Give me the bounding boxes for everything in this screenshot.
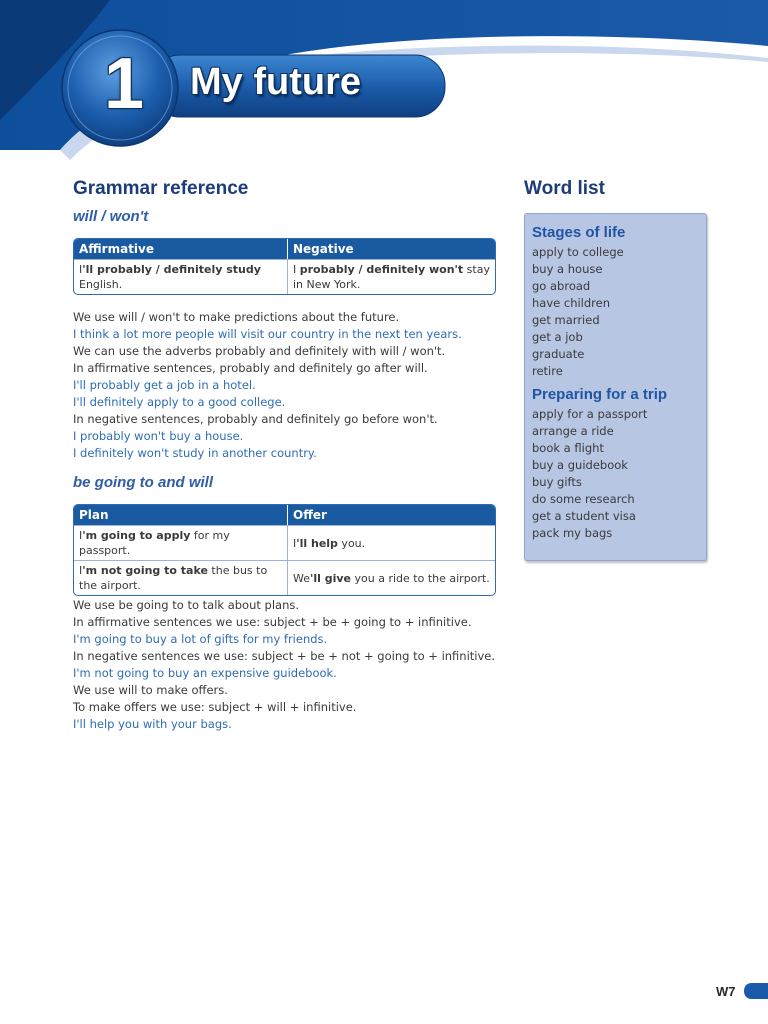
example-line: I probably won't buy a house.	[73, 429, 244, 443]
word-item: apply for a passport	[532, 407, 648, 421]
word-item: apply to college	[532, 245, 624, 259]
bold-phrase: 'm going to apply	[82, 529, 191, 542]
bold-phrase: 'm not going to take	[82, 564, 208, 577]
page-number: W7	[716, 984, 736, 999]
going-to-explanations	[73, 597, 495, 733]
rule-line: In negative sentences, probably and definitely go before won't.	[73, 412, 438, 426]
will-wont-explanations	[73, 309, 462, 462]
example-line: I'll help you with your bags.	[73, 717, 232, 731]
table-header: Plan	[74, 505, 287, 525]
word-item: buy a house	[532, 262, 603, 276]
example-line: I'll probably get a job in a hotel.	[73, 378, 256, 392]
section-going-to-title: be going to and will	[73, 474, 213, 491]
word-item: buy a guidebook	[532, 458, 628, 472]
example-line: I'm not going to buy an expensive guidebook.	[73, 666, 337, 680]
word-list-heading: Word list	[524, 178, 605, 199]
word-list-box	[524, 213, 707, 561]
word-item: graduate	[532, 347, 585, 361]
table-cell	[287, 560, 495, 595]
word-group-title: Preparing for a trip	[532, 386, 668, 403]
unit-title: My future	[190, 61, 361, 103]
going-to-will-table	[73, 504, 496, 596]
word-item: arrange a ride	[532, 424, 614, 438]
rule-line: To make offers we use: subject + will + infinitive.	[73, 700, 357, 714]
page-tab-icon	[744, 983, 768, 999]
cell-text: the bus to the airport.	[79, 564, 268, 592]
cell-text: I	[293, 536, 297, 550]
word-group-list	[532, 244, 699, 380]
word-item: go abroad	[532, 279, 591, 293]
table-header: Offer	[287, 505, 495, 525]
word-item: book a flight	[532, 441, 604, 455]
example-line: I'm going to buy a lot of gifts for my friends.	[73, 632, 328, 646]
table-cell	[287, 525, 495, 560]
grammar-reference-heading: Grammar reference	[73, 178, 249, 199]
section-will-wont-title: will / won't	[73, 208, 149, 225]
word-item: get a job	[532, 330, 583, 344]
cell-text: stay in New York.	[293, 263, 490, 291]
table-header: Negative	[287, 239, 495, 259]
word-item: buy gifts	[532, 475, 582, 489]
cell-text: We	[293, 571, 310, 585]
word-item: get married	[532, 313, 600, 327]
table-header: Affirmative	[74, 239, 287, 259]
rule-line: We can use the adverbs probably and definitely with will / won't.	[73, 344, 446, 358]
unit-number: 1	[103, 44, 145, 124]
rule-line: We use will to make offers.	[73, 683, 228, 697]
word-group-list	[532, 406, 699, 542]
rule-line: In affirmative sentences, probably and definitely go after will.	[73, 361, 428, 375]
bold-phrase: 'll probably / definitely study	[82, 263, 261, 276]
example-line: I think a lot more people will visit our country in the next ten years.	[73, 327, 462, 341]
will-wont-table	[73, 238, 496, 295]
cell-text: for my passport.	[79, 529, 230, 557]
example-line: I'll definitely apply to a good college.	[73, 395, 286, 409]
table-cell: I probably / definitely won't stay in New York.	[287, 259, 495, 294]
example-line: I definitely won't study in another country.	[73, 446, 317, 460]
rule-line: In negative sentences we use: subject + be + not + going to + infinitive.	[73, 649, 496, 663]
cell-text: English.	[79, 278, 123, 291]
word-item: pack my bags	[532, 526, 613, 540]
table-cell: I'm going to apply for my passport.	[74, 525, 287, 560]
cell-text: you a ride to the airport.	[351, 571, 490, 585]
table-cell: I'm not going to take the bus to the airport.	[74, 560, 287, 595]
bold-phrase: probably / definitely won't	[299, 263, 464, 276]
word-item: have children	[532, 296, 611, 310]
bold-phrase: 'll give	[310, 571, 352, 585]
word-group-title: Stages of life	[532, 224, 626, 241]
rule-line: We use be going to to talk about plans.	[73, 598, 300, 612]
word-item: get a student visa	[532, 509, 636, 523]
rule-line: In affirmative sentences we use: subject + be + going to + infinitive.	[73, 615, 472, 629]
bold-phrase: 'll help	[296, 536, 338, 550]
rule-line: We use will / won't to make predictions about the future.	[73, 310, 400, 324]
word-item: retire	[532, 364, 563, 378]
cell-text: you.	[337, 536, 366, 550]
table-cell: I'll probably / definitely study English.	[74, 259, 287, 294]
word-item: do some research	[532, 492, 635, 506]
